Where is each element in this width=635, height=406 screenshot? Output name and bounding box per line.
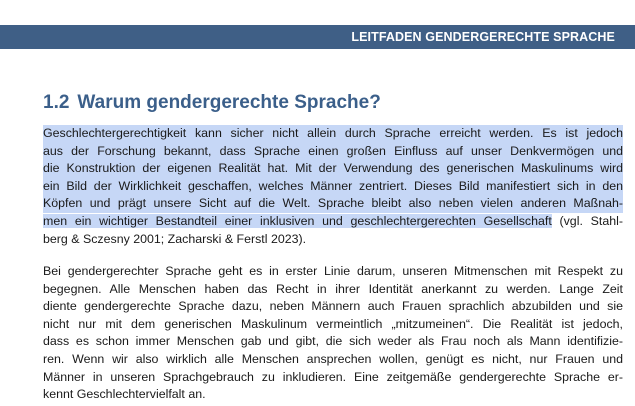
text-line: berg & Sczesny 2001; Zacharski & Ferstl 2023). xyxy=(43,231,307,246)
selected-text-line[interactable]: die Konstruktion der eigenen Realität hat. Mit der Verwendung des generischen Maskulinums wird xyxy=(43,160,623,178)
section-number: 1.2 xyxy=(43,92,70,113)
text-line: diente gendergerechte Sprache dazu, neben Männern auch Frauen sprachlich abzubilden und sie xyxy=(43,299,623,314)
selected-text-line[interactable]: ein Bild der Wirklichkeit geschaffen, welches Männer zentriert. Dieses Bild manifestiert sich in den xyxy=(43,178,623,196)
text-line: dass es schon immer Menschen gab und gibt, die sich weder als Frau noch als Mann identifizie- xyxy=(43,334,623,349)
section-title: Warum gendergerechte Sprache? xyxy=(77,92,381,113)
selected-text-fragment[interactable]: men ein wichtiger Bestandteil einer inklusiven und geschlechtergerechten Gesellschaft xyxy=(43,213,552,228)
paragraph-1[interactable] xyxy=(43,125,623,248)
selected-text-line[interactable]: Köpfen und prägt unsere Sicht auf die Welt. Sprache bleibt also neben vielen anderen Maßnah- xyxy=(43,195,623,213)
document-running-title: LEITFADEN GENDERGERECHTE SPRACHE xyxy=(351,30,615,44)
selected-text-line[interactable]: Geschlechtergerechtigkeit kann sicher nicht allein durch Sprache erreicht werden. Es ist jedoch xyxy=(43,125,623,143)
text-line: begegnen. Alle Menschen haben das Recht in ihrer Identität anerkannt zu werden. Lange Zeit xyxy=(43,281,623,296)
text-line: kennt Geschlechtervielfalt an. xyxy=(43,387,206,402)
header-band xyxy=(0,25,635,49)
text-line: Männer in unseren Sprachgebrauch zu inkludieren. Eine zeitgemäße gendergerechte Sprache er- xyxy=(43,369,623,384)
text-line-partial-selection[interactable] xyxy=(43,213,623,231)
text-line: nicht nur mit dem generischen Maskulinum vermeintlich „mitzumeinen“. Die Realität ist jedoch, xyxy=(43,316,623,331)
paragraph-2[interactable] xyxy=(43,263,623,404)
selected-text-line[interactable]: aus der Forschung bekannt, dass Sprache einen großen Einfluss auf unser Denkvermögen und xyxy=(43,143,623,161)
text-line: ren. Wenn wir also wirklich alle Menschen ansprechen wollen, genügt es nicht, nur Frauen und xyxy=(43,351,623,366)
unselected-text-fragment: (vgl. Stahl- xyxy=(551,213,623,228)
text-line: Bei gendergerechter Sprache geht es in erster Linie darum, unseren Mitmenschen mit Respekt zu xyxy=(43,264,623,278)
section-heading xyxy=(43,92,381,114)
